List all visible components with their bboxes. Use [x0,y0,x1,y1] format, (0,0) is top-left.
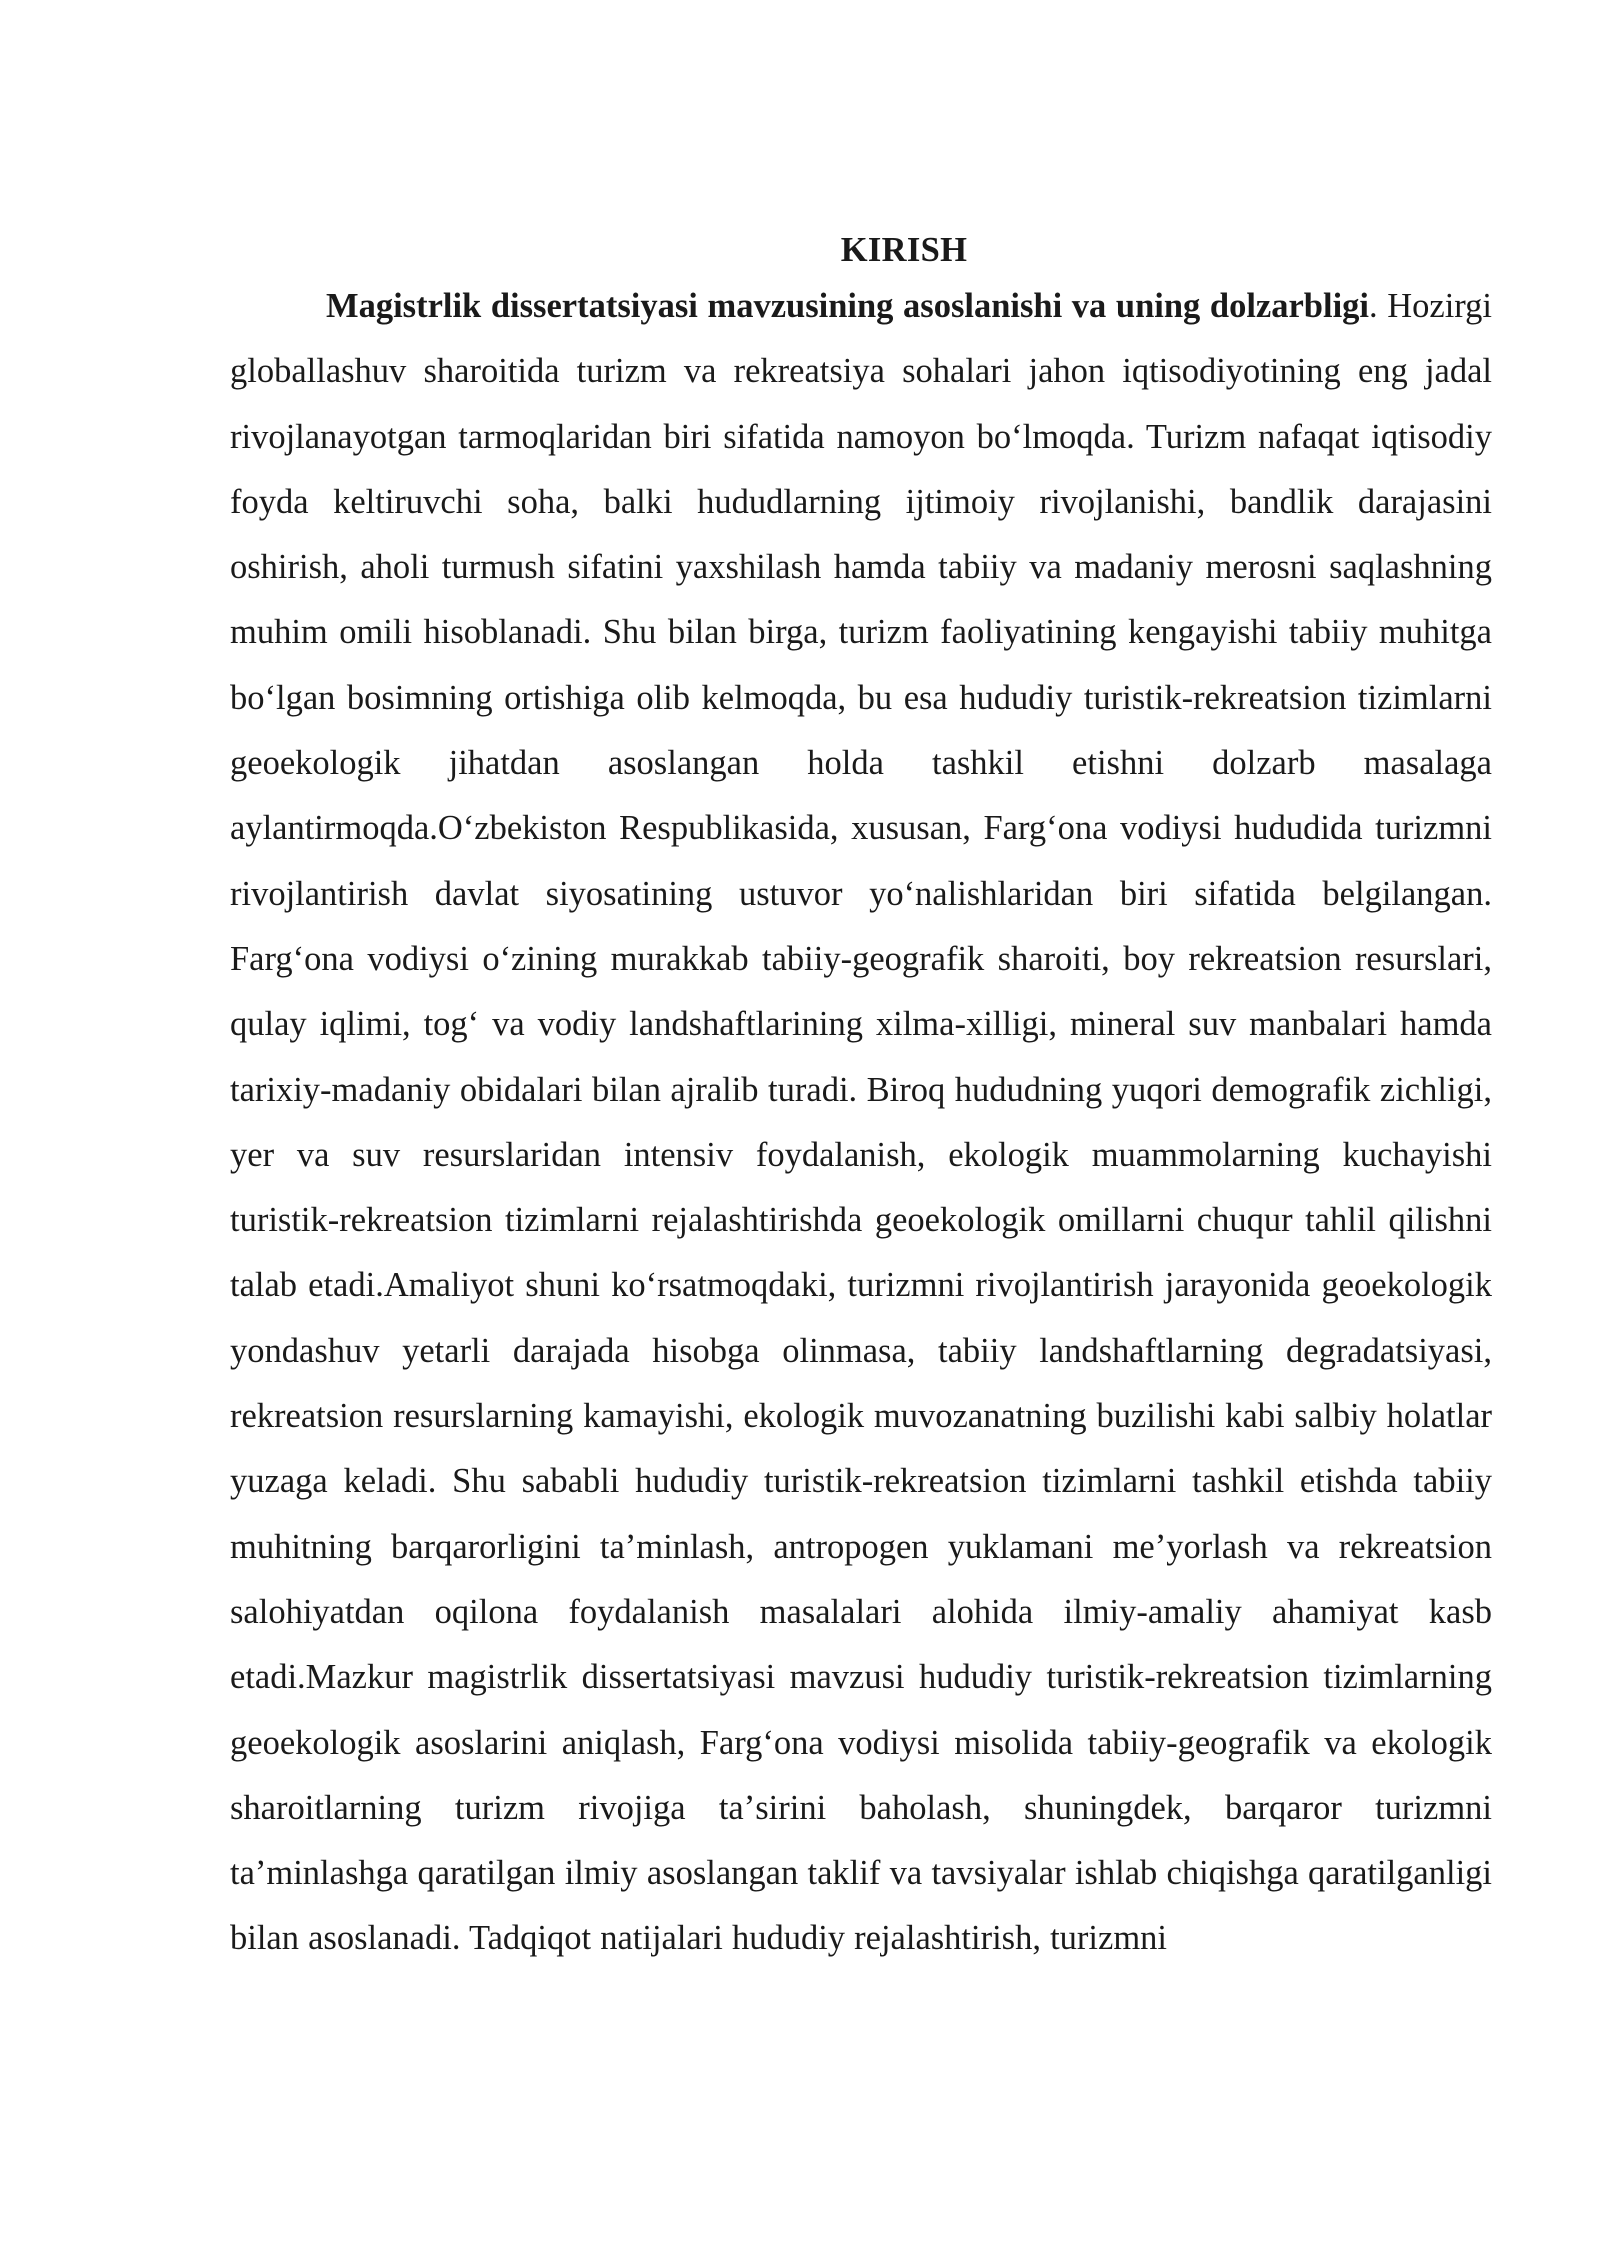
section-lead-title: Magistrlik dissertatsiyasi mavzusining asoslanishi va uning dolzarbligi [326,287,1369,325]
document-body [230,226,1492,1972]
body-paragraph [230,274,1492,1972]
lead-punctuation: . [1369,287,1378,325]
paragraph-text: Hozirgi globallashuv sharoitida turizm va rekreatsiya sohalari jahon iqtisodiyotining eng jadal rivojlanayotgan tarmoqlaridan biri sifatida namoyon boʻlmoqda. Turizm nafaqat iqtisodiy foyda keltiruvchi soha, balki hududlarning ijtimoiy rivojlanishi, bandlik darajasini oshirish, aholi turmush sifatini yaxshilash hamda tabiiy va madaniy merosni saqlashning muhim omili hisoblanadi. Shu bilan birga, turizm faoliyatining kengayishi tabiiy muhitga boʻlgan bosimning ortishiga olib kelmoqda, bu esa hududiy turistik-rekreatsion tizimlarni geoekologik jihatdan asoslangan holda tashkil etishni dolzarb masalaga aylantirmoqda.Oʻzbekiston Respublikasida, xususan, Fargʻona vodiysi hududida turizmni rivojlantirish davlat siyosatining ustuvor yoʻnalishlaridan biri sifatida belgilangan. Fargʻona vodiysi oʻzining murakkab tabiiy-geografik sharoiti, boy rekreatsion resurslari, qulay iqlimi, togʻ va vodiy landshaftlarining xilma-xilligi, mineral suv manbalari hamda tarixiy-madaniy obidalari bilan ajralib turadi. Biroq hududning yuqori demografik zichligi, yer va suv resurslaridan intensiv foydalanish, ekologik muammolarning kuchayishi turistik-rekreatsion tizimlarni rejalashtirishda geoekologik omillarni chuqur tahlil qilishni talab etadi.Amaliyot shuni koʻrsatmoqdaki, turizmni rivojlantirish jarayonida geoekologik yondashuv yetarli darajada hisobga olinmasa, tabiiy landshaftlarning degradatsiyasi, rekreatsion resurslarning kamayishi, ekologik muvozanatning buzilishi kabi salbiy holatlar yuzaga keladi. Shu sababli hududiy turistik-rekreatsion tizimlarni tashkil etishda tabiiy muhitning barqarorligini taʼminlash, antropogen yuklamani meʼyorlash va rekreatsion salohiyatdan oqilona foydalanish masalalari alohida ilmiy-amaliy ahamiyat kasb etadi.Mazkur magistrlik dissertatsiyasi mavzusi hududiy turistik-rekreatsion tizimlarning geoekologik asoslarini aniqlash, Fargʻona vodiysi misolida tabiiy-geografik va ekologik sharoitlarning turizm rivojiga taʼsirini baholash, shuningdek, barqaror turizmni taʼminlashga qaratilgan ilmiy asoslangan taklif va tavsiyalar ishlab chiqishga qaratilganligi bilan asoslanadi. Tadqiqot natijalari hududiy rejalashtirish, turizmni [230,287,1492,1958]
page-title: KIRISH [840,231,968,269]
